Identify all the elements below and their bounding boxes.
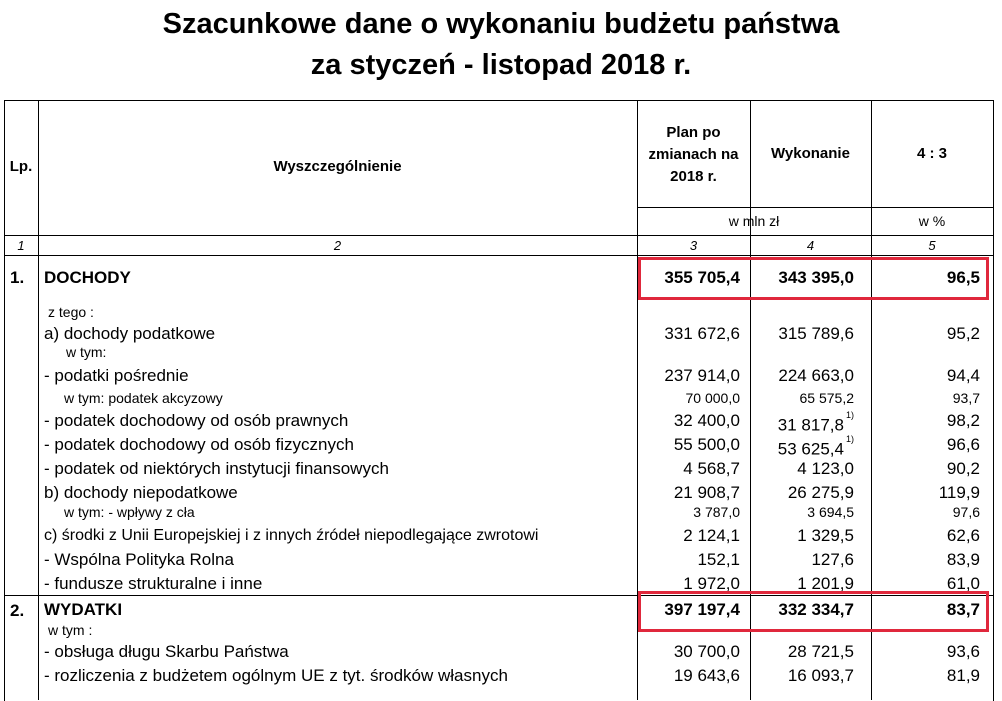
page-title: Szacunkowe dane o wykonaniu budżetu państwa (162, 8, 840, 40)
wydatki-plan: 397 197,4 (664, 600, 740, 619)
clo-exec: 3 694,5 (807, 504, 854, 520)
col-divider-1 (38, 100, 39, 700)
header-plan-line2: zmianach na (648, 146, 739, 163)
pit-exec (752, 435, 854, 460)
pit-plan: 55 500,0 (673, 435, 740, 454)
row-number: 2. (10, 601, 25, 620)
posrednie-pct: 94,4 (946, 366, 980, 385)
posrednie-label: - podatki pośrednie (44, 366, 189, 385)
wpr-plan: 152,1 (697, 550, 740, 569)
rozliczenia-label: - rozliczenia z budżetem ogólnym UE z tyt. środków własnych (44, 666, 508, 685)
niepodatkowe-plan: 21 908,7 (673, 483, 740, 502)
fundusze-pct: 61,0 (946, 574, 980, 593)
page-subtitle: za styczeń - listopad 2018 r. (310, 49, 692, 81)
header-plan-line1: Plan po (666, 124, 721, 141)
header-ratio: 4 : 3 (916, 145, 947, 162)
header-plan (637, 122, 750, 188)
dochody-plan: 355 705,4 (664, 268, 740, 287)
wydatki-label: WYDATKI (44, 600, 123, 619)
column-index-5: 5 (928, 238, 936, 253)
instytucje-label: - podatek od niektórych instytucji finansowych (44, 459, 389, 478)
header-execution: Wykonanie (771, 145, 850, 162)
dochody-pct: 96,5 (946, 268, 980, 287)
column-index-2: 2 (333, 238, 342, 253)
header-description: Wyszczególnienie (273, 158, 402, 175)
pit-label: - podatek dochodowy od osób fizycznych (44, 435, 354, 454)
cit-exec (752, 411, 854, 436)
clo-plan: 3 787,0 (693, 504, 740, 520)
wpr-label: - Wspólna Polityka Rolna (44, 550, 234, 569)
akcyzowy-pct: 93,7 (952, 390, 980, 406)
wpr-pct: 83,9 (946, 550, 980, 569)
cit-exec-value: 31 817,8 (777, 415, 844, 435)
clo-label: w tym: - wpływy z cła (64, 504, 195, 520)
wydatki-exec: 332 334,7 (778, 600, 854, 619)
column-index-4: 4 (806, 238, 815, 253)
w-tym-label-1: w tym: (66, 344, 107, 360)
akcyzowy-exec: 65 575,2 (799, 390, 854, 406)
header-bottom-line (4, 235, 993, 236)
fundusze-exec: 1 201,9 (797, 574, 854, 593)
ue-label: c) środki z Unii Europejskiej i z innych źródeł niepodlegające zwrotowi (44, 527, 539, 544)
rozliczenia-exec: 16 093,7 (787, 666, 854, 685)
fundusze-plan: 1 972,0 (683, 574, 740, 593)
niepodatkowe-label: b) dochody niepodatkowe (44, 483, 238, 502)
unit-divider (637, 207, 993, 208)
dochody-exec: 343 395,0 (778, 268, 854, 287)
header-lp: Lp. (9, 158, 33, 175)
rozliczenia-plan: 19 643,6 (673, 666, 740, 685)
posrednie-exec: 224 663,0 (778, 366, 854, 385)
clo-pct: 97,6 (952, 504, 980, 520)
unit-mln: w mln zł (728, 213, 780, 229)
dochody-label: DOCHODY (44, 268, 131, 287)
wydatki-pct: 83,7 (946, 600, 980, 619)
w-tym-label-2: w tym : (48, 622, 93, 638)
column-index-3: 3 (689, 238, 698, 253)
cit-label: - podatek dochodowy od osób prawnych (44, 411, 349, 430)
podatkowe-label: a) dochody podatkowe (44, 324, 216, 343)
z-tego-label: z tego : (48, 304, 94, 320)
instytucje-exec: 4 123,0 (797, 459, 854, 478)
ue-pct: 62,6 (946, 526, 980, 545)
wydatki-highlight (638, 591, 989, 632)
dlug-label: - obsługa długu Skarbu Państwa (44, 642, 289, 661)
unit-percent: w % (918, 213, 946, 229)
instytucje-plan: 4 568,7 (683, 459, 740, 478)
dlug-exec: 28 721,5 (787, 642, 854, 661)
footnote-marker: 1) (845, 410, 854, 420)
cit-plan: 32 400,0 (673, 411, 740, 430)
pit-exec-value: 53 625,4 (777, 439, 844, 459)
footnote-marker: 1) (845, 434, 854, 444)
instytucje-pct: 90,2 (946, 459, 980, 478)
wpr-exec: 127,6 (811, 550, 854, 569)
ue-exec: 1 329,5 (797, 526, 854, 545)
cit-pct: 98,2 (946, 411, 980, 430)
posrednie-plan: 237 914,0 (664, 366, 740, 385)
index-bottom-line (4, 255, 993, 256)
dlug-plan: 30 700,0 (673, 642, 740, 661)
dlug-pct: 93,6 (946, 642, 980, 661)
niepodatkowe-exec: 26 275,9 (787, 483, 854, 502)
niepodatkowe-pct: 119,9 (938, 483, 980, 502)
header-plan-line3: 2018 r. (670, 168, 717, 185)
pit-pct: 96,6 (946, 435, 980, 454)
podatkowe-plan: 331 672,6 (664, 324, 740, 343)
akcyzowy-label: w tym: podatek akcyzowy (64, 390, 223, 406)
podatkowe-exec: 315 789,6 (778, 324, 854, 343)
dochody-highlight (638, 257, 989, 300)
rozliczenia-pct: 81,9 (946, 666, 980, 685)
podatkowe-pct: 95,2 (946, 324, 980, 343)
column-index-1: 1 (17, 238, 25, 253)
akcyzowy-plan: 70 000,0 (685, 390, 740, 406)
fundusze-label: - fundusze strukturalne i inne (44, 574, 263, 593)
row-number: 1. (10, 268, 25, 287)
ue-plan: 2 124,1 (683, 526, 740, 545)
